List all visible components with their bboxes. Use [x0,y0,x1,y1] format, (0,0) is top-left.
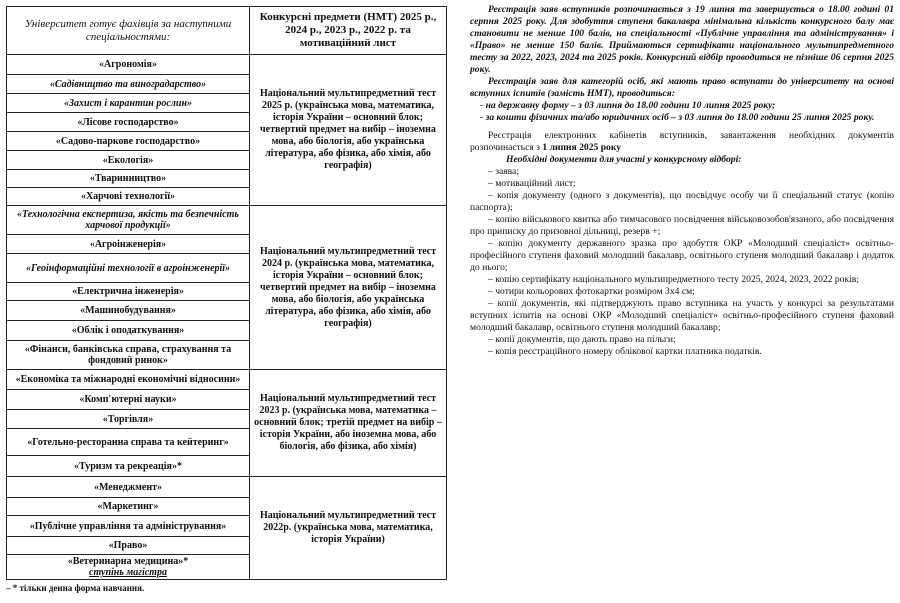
specialty-cell [7,516,250,537]
specialty-label: «Лісове господарство» [77,116,179,128]
specialty-label: «Агрономія» [99,59,157,70]
specialty-label: «Електрична інженерія» [72,286,184,297]
specialty-label: «Геоінформаційні технології в агроінженерії» [25,262,231,274]
subjects-text: Національний мультипредметний тест 2024 р. (українська мова, математика, історія України – основний блок; четвертий предмет на вибір – іноземна мова, або біологія, або українська література, або фізика, або хімія, або географія) [259,245,437,329]
specialty-label: «Готельно-ресторанна справа та кейтеринг» [27,436,229,448]
specialty-cell [7,321,250,341]
document-item: – копія документу (одного з документів), що посвідчує особу чи її спеціальний статус (копію паспорта); [470,190,894,213]
document-item: – копії документів, які підтверджують право вступника на участь у конкурсі за результатами вступних іспитів на основі ОКР «Молодший спеціаліст» освітньо-професійного ступеня фаховий молодший бакалавр, освітнього ступеня молодший бакалавр; [470,298,894,333]
specialty-label: «Технологічна експертиза, якість та безпечність харчової продукції» [17,209,239,231]
specialty-label: «Публічне управління та адміністрування» [29,520,227,532]
specialty-label: «Машинобудування» [80,305,176,316]
specialty-cell [7,188,250,206]
specialty-cell [7,456,250,477]
document-item: – чотири кольорових фотокартки розміром 3х4 см; [488,286,695,297]
specialties-table [6,6,447,580]
specialty-cell [7,477,250,498]
specialty-cell [7,235,250,254]
document-item: – копію документу державного зразка про здобуття ОКР «Молодший спеціаліст» освітньо-професійного ступеня фаховий молодший бакалавр, освітнього ступеня молодший бакалавр і додаток до нього; [470,238,894,273]
specialty-cell [7,537,250,555]
cabinet-registration-date: 1 липня 2025 року [542,142,622,153]
required-documents-list [470,166,894,358]
specialty-label: «Екологія» [102,154,154,166]
admission-info-panel [470,4,894,358]
specialty-cell [7,94,250,113]
specialty-label: «Торгівля» [102,413,154,425]
subjects-cell [250,206,447,370]
specialty-label: «Облік і оподаткування» [71,325,185,336]
subjects-cell [250,55,447,206]
document-item: – копія реєстраційного номеру облікової картки платника податків. [488,346,762,357]
state-funded-dates: - на державну форму – з 03 липня до 18.00 години 10 липня 2025 року; [480,100,776,111]
document-item: – копію військового квитка або тимчасового посвідчення військовозобов'язаного, або посвідчення про приписку до призовної дільниці, резерв +; [470,214,894,237]
specialty-label: «Комп'ютерні науки» [79,394,177,405]
subjects-text: Національний мультипредметний тест 2025 р. (українська мова, математика, історія України – основний блок; четвертий предмет на вибір – іноземна мова, або біологія, або українська література, або фізика, або хімія, або географія) [259,88,437,171]
specialty-cell [7,301,250,321]
specialty-label: «Садівництво та виноградарство» [49,78,207,90]
document-item: – заява; [488,166,519,177]
footnote: – * тільки денна форма навчання. [6,583,145,593]
cabinet-registration-paragraph [470,130,894,154]
specialty-label: «Захист і карантин рослин» [63,97,193,109]
paid-dates: - за кошти фізичних та/або юридичних осіб – з 03 липня до 18.00 години 25 липня 2025 року. [480,112,875,123]
specialty-cell [7,113,250,132]
specialty-cell [7,370,250,390]
cabinet-registration-text: Реєстрація електронних кабінетів вступників, завантаження необхідних документів розпочинається з [470,130,894,153]
required-documents-title: Необхідні документи для участі у конкурсному відборі: [506,154,742,165]
specialty-cell [7,206,250,235]
degree-note: ступінь магістра [89,567,167,578]
admission-table-panel [6,6,446,580]
document-item: – мотиваційний лист; [488,178,576,189]
subjects-text: Національний мультипредметний тест 2023 р. (українська мова, математика – основний блок; третій предмет на вибір – історія України, або іноземна мова, або біологія, або фізика, або хімія) [254,393,442,452]
specialty-label: «Тваринництво» [89,173,167,184]
specialty-cell [7,132,250,151]
specialty-cell [7,75,250,94]
specialty-label: «Туризм та рекреація»* [74,460,182,472]
specialty-label: «Ветеринарна медицина»* [67,556,189,567]
subjects-text: Національний мультипредметний тест 2022р. (українська мова, математика, історія України) [259,510,437,545]
specialty-label: «Фінанси, банківська справа, страхування та фондовий ринок» [24,344,232,366]
specialty-cell [7,55,250,75]
table-row [7,370,447,390]
specialty-cell [7,254,250,283]
specialty-cell [7,498,250,516]
subjects-cell [250,477,447,580]
table-row [7,55,447,75]
specialty-cell [7,283,250,301]
document-item: – копію сертифікату національного мультипредметного тесту 2025, 2024, 2023, 2022 років; [488,274,860,285]
table-row [7,206,447,235]
registration-paragraph: Реєстрація заяв вступників розпочинається з 19 липня та завершується о 18.00 годині 01 серпня 2025 року. Для здобуття ступеня бакалавра мінімальна кількість конкурсного балу має становити не менше 100 балів, на спеціальності «Публічне управління та адміністрування» і «Право» не менше 150 балів. Приймаються сертифікати національного мультипредметного тесту за 2022, 2023, 2024 та 2025 років. Конкурсний відбір проводиться не пізніше 06 серпня 2025 року. [470,4,894,75]
specialty-cell [7,555,250,580]
specialty-label: «Харчові технології» [80,191,176,202]
specialty-cell [7,341,250,370]
header-subjects: Конкурсні предмети (НМТ) 2025 р., 2024 р., 2023 р., 2022 р. та мотиваційний лист [250,7,447,55]
specialty-label: «Право» [108,540,148,551]
exam-categories-paragraph: Реєстрація заяв для категорій осіб, які мають право вступати до університету на основі вступних іспитів (замість НМТ), проводиться: [470,76,894,99]
specialty-label: «Економіка та міжнародні економічні відносини» [15,374,241,385]
header-specialties: Університет готує фахівців за наступними спеціальностями: [7,7,250,55]
subjects-cell [250,370,447,477]
specialty-cell [7,429,250,456]
specialty-label: «Агроінженерія» [89,238,167,250]
specialty-cell [7,390,250,410]
specialty-cell [7,151,250,170]
specialty-label: «Садово-паркове господарство» [55,135,201,147]
specialty-cell [7,170,250,188]
document-item: – копії документів, що дають право на пільги; [488,334,676,345]
specialty-cell [7,410,250,429]
specialty-label: «Менеджмент» [93,481,163,493]
table-header-row [7,7,447,55]
specialty-label: «Маркетинг» [97,501,159,512]
table-row [7,477,447,498]
